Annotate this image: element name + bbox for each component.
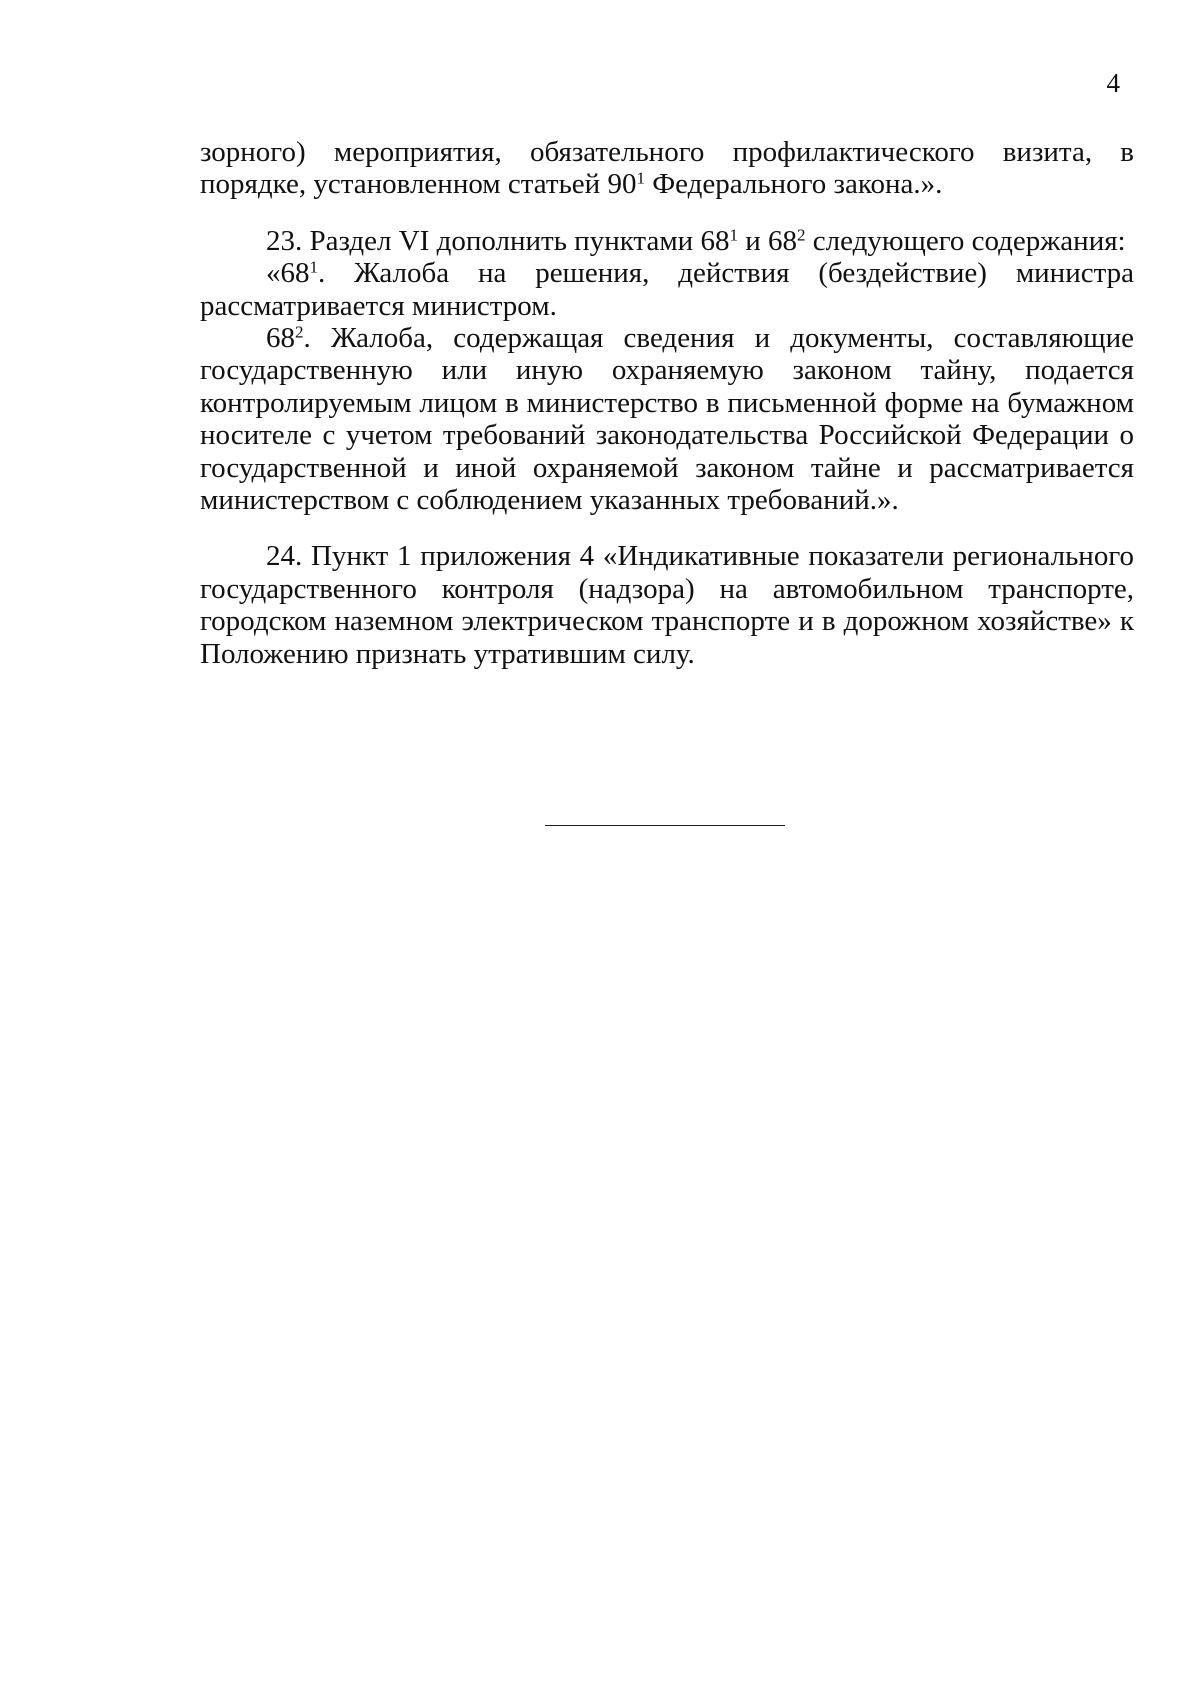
document-body — [200, 136, 1134, 670]
superscript: 2 — [796, 225, 806, 245]
paragraph-text: . Жалоба на решения, действия (бездействие) министра рассматривается министром. — [200, 257, 1134, 322]
paragraph-text: 24. Пункт 1 приложения 4 «Индикативные показатели регионального государственного контроля (надзора) на автомобильном транспорте, городском наземном электрическом транспорте и в дорожном хозяйстве» к Положению признать утратившим силу. — [200, 540, 1134, 670]
paragraph-text: зорного) мероприятия, обязательного профилактического визита, в порядке, установленном статьей 90 — [200, 136, 1134, 201]
superscript: 1 — [636, 169, 645, 189]
paragraph-item-24 — [200, 540, 1134, 670]
paragraph-text: следующего содержания: — [805, 224, 1126, 257]
paragraph-clause-68-1 — [200, 257, 1134, 322]
superscript: 1 — [729, 225, 738, 245]
superscript: 2 — [295, 322, 304, 342]
paragraph-text: «68 — [266, 257, 310, 290]
paragraph-text: 23. Раздел VI дополнить пунктами 68 — [266, 224, 730, 257]
paragraph-item-23 — [200, 225, 1134, 257]
page-number: 4 — [1106, 68, 1120, 98]
paragraph-clause-68-2 — [200, 322, 1134, 516]
superscript: 1 — [309, 257, 318, 277]
paragraph-continuation — [200, 136, 1134, 201]
end-rule — [545, 825, 785, 826]
paragraph-text: 68 — [266, 322, 295, 355]
paragraph-text: Федерального закона.». — [644, 168, 943, 201]
paragraph-text: . Жалоба, содержащая сведения и документы, составляющие государственную или иную охраняемую законом тайну, подается контролируемым лицом в министерство в письменной форме на бумажном носителе с учетом требований законодательства Российской Федерации о государственной и иной охраняемой законом тайне и рассматривается министерством с соблюдением указанных требований.». — [200, 322, 1134, 517]
paragraph-text: и 68 — [737, 224, 797, 257]
